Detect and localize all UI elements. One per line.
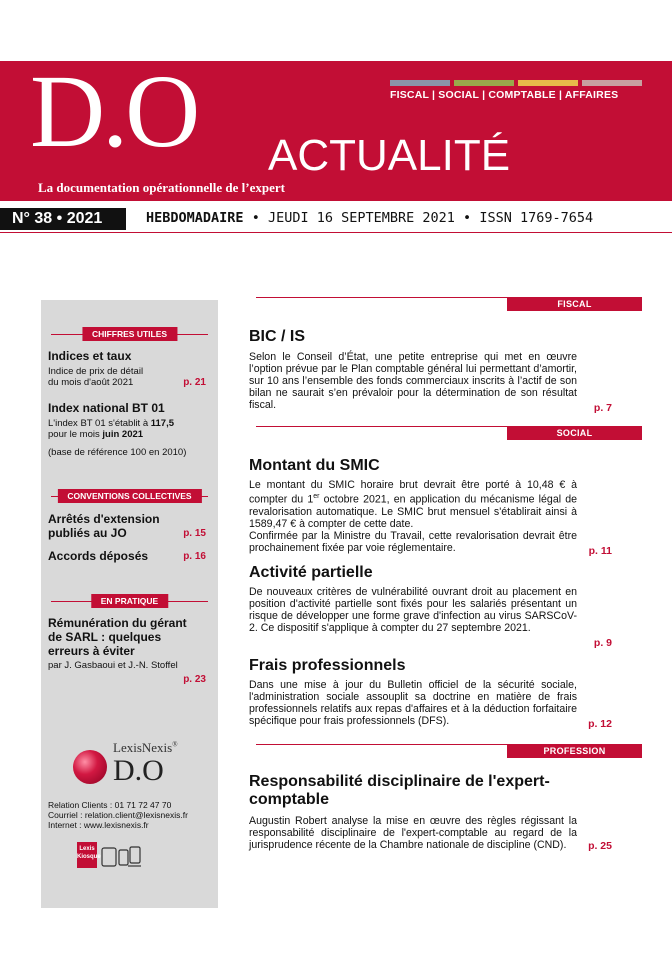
do-logo: D.O [30,54,198,169]
article-body-responsabilite: Augustin Robert analyse la mise en œuvre des règles régissant la responsabilité disciplinaire de l'expert-comptable au regard de la jurisprudence récente de la Chambre nationale de discipline (CND). [249,815,577,851]
section-tab-profession[interactable]: PROFESSION [507,744,642,758]
indices-text: Indice de prix de détail du mois d'août 2021 [48,366,144,388]
publication-title: ACTUALITÉ [268,131,511,180]
sidebar-heading-chiffres: CHIFFRES UTILES [41,327,218,341]
article-page-smic[interactable]: p. 11 [588,545,612,557]
separator: • [251,210,260,226]
article-body-bic: Selon le Conseil d’État, une petite entreprise qui met en œuvre l’option prévue par le Plan comptable général lui permettant d’amortir, sur 10 ans l’ensemble des fonds commerciaux inscrits à l’actif de son bilan ne saurait s’en prévaloir pour la détermination de son résultat fiscal. [249,351,577,411]
article-body-frais: Dans une mise à jour du Bulletin officiel de la sécurité sociale, l'administration sociale assouplit sa doctrine en matière de frais professionnels relatifs aux repas d'affaires et à la déduction forfaitaire spécifique pour frais professionnels (DFS). [249,679,577,727]
sidebar-heading-pratique: EN PRATIQUE [41,594,218,608]
accords-page-ref[interactable]: p. 16 [183,551,206,562]
bt01-base: (base de référence 100 en 2010) [48,447,187,458]
categories-line: FISCAL | SOCIAL | COMPTABLE | AFFAIRES [390,89,619,101]
contact-phone: Relation Clients : 01 71 72 47 70 [48,800,172,810]
contact-email[interactable]: Courriel : relation.client@lexisnexis.fr [48,810,188,820]
sidebar-heading-conventions: CONVENTIONS COLLECTIVES [41,489,218,503]
contact-website[interactable]: Internet : www.lexisnexis.fr [48,820,149,830]
issue-frequency: HEBDOMADAIRE [146,210,244,226]
article-title-bic[interactable]: BIC / IS [249,328,306,345]
lexisnexis-logo: LexisNexis® D.O [73,740,203,790]
indices-title[interactable]: Indices et taux [48,349,132,363]
issue-info [146,210,593,226]
pratique-authors: par J. Gasbaoui et J.-N. Stoffel [48,660,178,671]
category-bar-fiscal [390,80,450,86]
article-title-frais[interactable]: Frais professionnels [249,657,406,674]
article-page-responsabilite[interactable]: p. 25 [588,840,612,852]
pratique-page-ref[interactable]: p. 23 [183,674,206,685]
category-color-bars [390,80,642,86]
pratique-title[interactable]: Rémunération du gérant de SARL : quelques erreurs à éviter [48,616,187,658]
divider [0,232,672,233]
article-body-activite: De nouveaux critères de vulnérabilité ouvrant droit au placement en position d'activité partielle sont fixés pour les salariés présentant un risque de développer une forme grave d'infection au virus SARSCoV-2. Ce dispositif s'applique à compter du 27 septembre 2021. [249,586,577,634]
category-bar-affaires [582,80,642,86]
issue-number: N° 38 • 2021 [0,208,126,230]
article-body-smic: Le montant du SMIC horaire brut devrait être porté à 10,48 € à compter du 1er octobre 2021, en application du mécanisme légal de revalorisation automatique. Le SMIC brut mensuel s'établirait ainsi à 1589,47 € à compter de cette date. Confirmée par la Ministre du Travail, cette revalorisation devrait être prochainement fixée par voie réglementaire. [249,479,577,554]
bt01-title[interactable]: Index national BT 01 [48,401,165,415]
bt01-text: L'index BT 01 s'établit à 117,5 pour le mois juin 2021 [48,418,174,440]
article-title-activite[interactable]: Activité partielle [249,564,373,581]
lexis-kiosque-icon[interactable]: Lexis Kiosque [77,842,97,868]
devices-icon [101,846,141,868]
article-page-frais[interactable]: p. 12 [588,718,612,730]
indices-page-ref[interactable]: p. 21 [183,377,206,388]
article-page-bic[interactable]: p. 7 [593,402,612,414]
article-title-responsabilite[interactable]: Responsabilité disciplinaire de l'expert-comptable [249,773,550,808]
category-bar-social [454,80,514,86]
issue-date: JEUDI 16 SEPTEMBRE 2021 [267,210,455,226]
arretes-title[interactable]: Arrêtés d'extension publiés au JO [48,512,160,540]
lexisnexis-sphere-icon [73,750,107,784]
arretes-page-ref[interactable]: p. 15 [183,528,206,539]
article-page-activite[interactable]: p. 9 [593,637,612,649]
section-tab-social[interactable]: SOCIAL [507,426,642,440]
article-title-smic[interactable]: Montant du SMIC [249,457,380,474]
tagline: La documentation opérationnelle de l’expert [38,180,285,195]
accords-title[interactable]: Accords déposés [48,549,149,563]
category-bar-comptable [518,80,578,86]
separator: • [463,210,472,226]
section-tab-fiscal[interactable]: FISCAL [507,297,642,311]
sidebar [41,300,218,908]
issue-issn: ISSN 1769-7654 [479,210,594,226]
